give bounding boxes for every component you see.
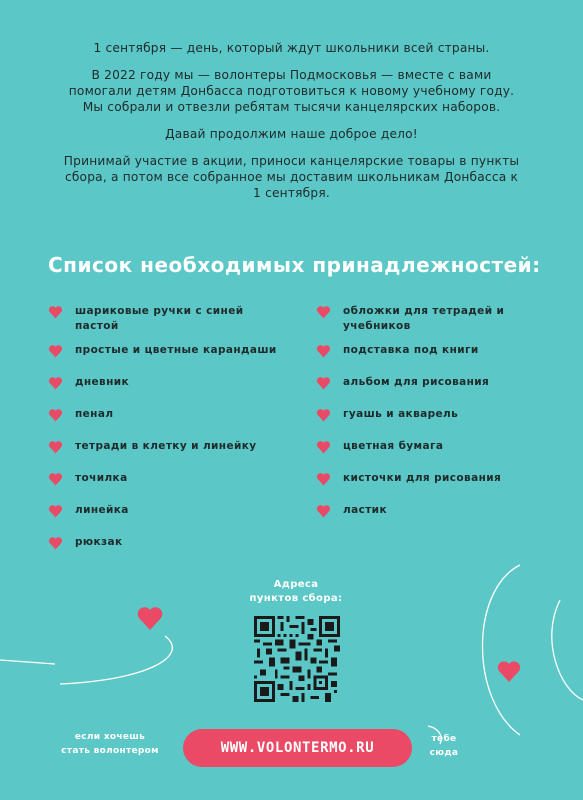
heart-icon	[316, 505, 331, 518]
list-item	[316, 407, 546, 422]
heart-icon	[138, 607, 163, 630]
heart-icon	[316, 409, 331, 422]
list-item	[48, 343, 288, 358]
list-item	[48, 407, 288, 422]
supplies-list-left	[48, 304, 288, 550]
intro-paragraph-4: Принимай участие в акции, приноси канцелярские товары в пункты сбора, а потом все собранное мы доставим школьникам Донбасса к 1 сентября.	[63, 154, 520, 200]
heart-icon	[316, 306, 331, 319]
list-item	[316, 375, 546, 390]
intro-text	[60, 40, 523, 212]
list-item-label: ластик	[343, 504, 387, 516]
supplies-list-right	[316, 304, 546, 518]
list-item-label: линейка	[75, 504, 129, 516]
heart-icon	[316, 473, 331, 486]
qr-caption-line2: пунктов сбора:	[249, 593, 343, 604]
heart-icon	[316, 441, 331, 454]
intro-paragraph-1: 1 сентября — день, который ждут школьники всей страны.	[93, 41, 490, 55]
qr-caption-line1: Адреса	[273, 579, 319, 590]
here-note	[414, 732, 474, 760]
supplies-list-title: Список необходимых принадлежностей:	[48, 253, 541, 277]
heart-icon	[48, 377, 63, 390]
list-item	[48, 439, 288, 454]
list-item-label: точилка	[75, 472, 128, 484]
list-item	[316, 503, 546, 518]
list-item-label: цветная бумага	[343, 440, 444, 452]
qr-code-image	[254, 616, 340, 702]
heart-icon	[48, 409, 63, 422]
heart-icon	[48, 441, 63, 454]
heart-icon	[316, 345, 331, 358]
list-item-label: шариковые ручки с синей пастой	[75, 305, 244, 332]
list-item-label: пенал	[75, 408, 114, 420]
list-item	[316, 304, 546, 334]
list-item	[48, 304, 288, 334]
heart-icon	[48, 473, 63, 486]
here-note-line2: сюда	[429, 748, 459, 758]
list-item-label: гуашь и акварель	[343, 408, 459, 420]
volunteer-note-line2: стать волонтером	[61, 746, 159, 756]
volunteer-note-line1: если хочешь	[74, 732, 146, 742]
heart-icon	[498, 661, 520, 682]
list-item-label: простые и цветные карандаши	[75, 344, 277, 356]
list-item-label: дневник	[75, 376, 130, 388]
heart-icon	[316, 377, 331, 390]
heart-icon	[48, 537, 63, 550]
list-item	[316, 343, 546, 358]
volunteer-note	[40, 730, 180, 758]
here-note-line1: тебе	[431, 734, 457, 744]
list-item	[316, 439, 546, 454]
list-item-label: тетради в клетку и линейку	[75, 440, 257, 452]
qr-caption	[226, 578, 366, 606]
list-item-label: подставка под книги	[343, 344, 479, 356]
decor-line-left	[0, 660, 55, 664]
list-item	[48, 503, 288, 518]
heart-icon	[48, 505, 63, 518]
decor-arc-bottom-right	[552, 600, 583, 700]
list-item	[316, 471, 546, 486]
heart-icon	[48, 306, 63, 319]
qr-code[interactable]	[254, 616, 340, 702]
heart-icon	[48, 345, 63, 358]
list-item	[48, 471, 288, 486]
website-link-button[interactable]: WWW.VOLONTERMO.RU	[183, 729, 412, 767]
decor-curve-right	[483, 565, 521, 735]
decor-curve-bottom-left	[60, 636, 172, 684]
intro-paragraph-3: Давай продолжим наше доброе дело!	[165, 127, 418, 141]
intro-paragraph-2: В 2022 году мы — волонтеры Подмосковья — вместе с вами помогали детям Донбасса подготовиться к новому учебному году. Мы собрали и отвезли ребятам тысячи канцелярских наборов.	[68, 68, 515, 114]
list-item	[48, 375, 288, 390]
list-item-label: обложки для тетрадей и учебников	[343, 305, 505, 332]
list-item-label: альбом для рисования	[343, 376, 490, 388]
list-item	[48, 535, 288, 550]
list-item-label: рюкзак	[75, 536, 123, 548]
list-item-label: кисточки для рисования	[343, 472, 502, 484]
